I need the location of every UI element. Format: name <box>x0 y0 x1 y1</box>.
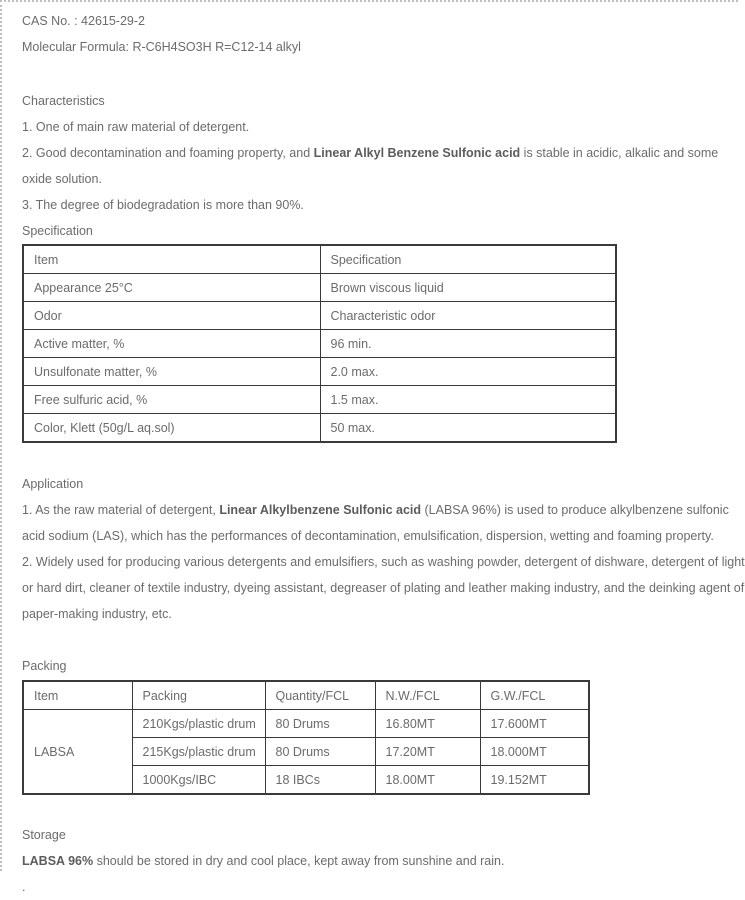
product-name-bold: Linear Alkylbenzene Sulfonic acid <box>219 503 422 517</box>
product-name-bold: LABSA 96% <box>22 854 94 868</box>
characteristics-item-3: 3. The degree of biodegradation is more than 90%. <box>22 198 304 212</box>
packing-cell: 80 Drums <box>265 738 375 766</box>
specification-heading: Specification <box>22 224 93 238</box>
characteristics-heading: Characteristics <box>22 94 105 108</box>
spec-item-cell: Active matter, % <box>23 330 320 358</box>
application-item-2-line-1: 2. Widely used for producing various detergents and emulsifiers, such as washing powder, detergent of dishware, detergent of light <box>22 555 745 569</box>
storage-heading: Storage <box>22 828 66 842</box>
packing-cell: 80 Drums <box>265 710 375 738</box>
spec-item-cell: Free sulfuric acid, % <box>23 386 320 414</box>
table-row <box>23 414 616 443</box>
spec-item-cell: Unsulfonate matter, % <box>23 358 320 386</box>
application-item-2-line-3: paper-making industry, etc. <box>22 607 172 621</box>
spec-item-cell: Color, Klett (50g/L aq.sol) <box>23 414 320 443</box>
characteristics-item-1: 1. One of main raw material of detergent. <box>22 120 250 134</box>
spec-value-cell: 1.5 max. <box>320 386 616 414</box>
packing-header-quantity: Quantity/FCL <box>265 681 375 710</box>
spec-value-cell: 2.0 max. <box>320 358 616 386</box>
spec-header-item: Item <box>23 245 320 274</box>
spec-value-cell: 96 min. <box>320 330 616 358</box>
table-row <box>23 358 616 386</box>
packing-cell: 1000Kgs/IBC <box>132 766 265 795</box>
application-item-1-line-1: 1. As the raw material of detergent, Linear Alkylbenzene Sulfonic acid (LABSA 96%) is used to produce alkylbenzene sulfonic <box>22 503 729 517</box>
molecular-formula-line: Molecular Formula: R-C6H4SO3H R=C12-14 alkyl <box>22 40 301 54</box>
packing-cell: 18.000MT <box>480 738 589 766</box>
application-item-2-line-2: or hard dirt, cleaner of textile industry, dyeing assistant, degreaser of plating and leather making industry, and the deinking agent of <box>22 581 745 595</box>
packing-header-nw: N.W./FCL <box>375 681 480 710</box>
table-header-row <box>23 681 589 710</box>
characteristics-item-2-line-1: 2. Good decontamination and foaming property, and Linear Alkyl Benzene Sulfonic acid is stable in acidic, alkalic and some <box>22 146 719 160</box>
packing-cell: 210Kgs/plastic drum <box>132 710 265 738</box>
packing-cell: 19.152MT <box>480 766 589 795</box>
packing-table <box>22 680 590 795</box>
truncated-line: . <box>22 880 26 894</box>
characteristics-item-2-line-2: oxide solution. <box>22 172 102 186</box>
packing-item-label-cell: LABSA <box>23 710 132 795</box>
table-row <box>23 302 616 330</box>
specification-table <box>22 244 617 443</box>
spec-item-cell: Appearance 25°C <box>23 274 320 302</box>
spec-item-cell: Odor <box>23 302 320 330</box>
application-heading: Application <box>22 477 84 491</box>
packing-cell: 18 IBCs <box>265 766 375 795</box>
packing-header-item: Item <box>23 681 132 710</box>
packing-cell: 16.80MT <box>375 710 480 738</box>
packing-header-gw: G.W./FCL <box>480 681 589 710</box>
packing-cell: 215Kgs/plastic drum <box>132 738 265 766</box>
table-row <box>23 274 616 302</box>
spec-header-specification: Specification <box>320 245 616 274</box>
packing-heading: Packing <box>22 659 67 673</box>
application-item-1-line-2: acid sodium (LAS), which has the performances of decontamination, emulsification, dispersion, wetting and foaming property. <box>22 529 714 543</box>
packing-cell: 18.00MT <box>375 766 480 795</box>
packing-header-packing: Packing <box>132 681 265 710</box>
table-header-row <box>23 245 616 274</box>
packing-cell: 17.20MT <box>375 738 480 766</box>
table-row <box>23 330 616 358</box>
cas-number-line: CAS No. : 42615-29-2 <box>22 14 145 28</box>
spec-value-cell: Characteristic odor <box>320 302 616 330</box>
spec-value-cell: Brown viscous liquid <box>320 274 616 302</box>
storage-text: LABSA 96% should be stored in dry and cool place, kept away from sunshine and rain. <box>22 854 505 868</box>
spec-value-cell: 50 max. <box>320 414 616 443</box>
packing-cell: 17.600MT <box>480 710 589 738</box>
table-row <box>23 386 616 414</box>
table-row <box>23 710 589 738</box>
product-name-bold: Linear Alkyl Benzene Sulfonic acid <box>313 146 521 160</box>
